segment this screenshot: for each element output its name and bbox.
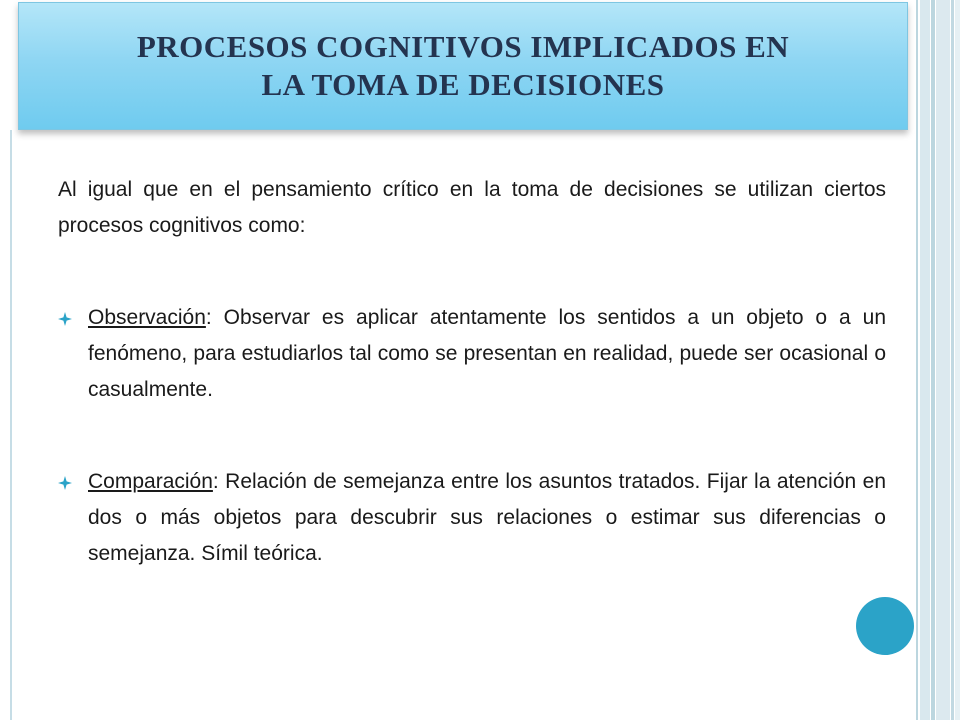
slide-frame-left-border xyxy=(10,130,12,720)
bullet-item-comparacion xyxy=(58,464,886,572)
bullet-term: Comparación xyxy=(88,470,213,493)
four-point-star-bullet-icon xyxy=(58,312,72,326)
right-decorative-stripe xyxy=(936,0,950,720)
slide-title-line-1: PROCESOS COGNITIVOS IMPLICADOS EN xyxy=(136,29,790,64)
slide-title-line-2: LA TOMA DE DECISIONES xyxy=(261,67,665,102)
right-decorative-stripe xyxy=(955,0,960,720)
bullet-text: : Relación de semejanza entre los asuntos tratados. Fijar la atención en dos o más objetos para descubrir sus relaciones o estimar sus diferencias o semejanza. Símil teórica. xyxy=(88,470,886,565)
four-point-star-bullet-icon xyxy=(58,476,72,490)
right-decorative-stripe xyxy=(916,0,918,720)
bullet-list xyxy=(58,300,886,572)
decorative-circle xyxy=(856,597,914,655)
right-decorative-stripe xyxy=(951,0,954,720)
right-decorative-stripe xyxy=(920,0,930,720)
bullet-term: Observación xyxy=(88,306,206,329)
bullet-item-observacion xyxy=(58,300,886,408)
right-decorative-stripe xyxy=(931,0,935,720)
slide-body xyxy=(58,172,886,572)
intro-paragraph: Al igual que en el pensamiento crítico en la toma de decisiones se utilizan ciertos procesos cognitivos como: xyxy=(58,178,886,237)
slide-title xyxy=(137,28,789,104)
bullet-text: : Observar es aplicar atentamente los sentidos a un objeto o a un fenómeno, para estudiarlos tal como se presentan en realidad, puede ser ocasional o casualmente. xyxy=(88,306,886,401)
title-box xyxy=(18,2,908,130)
